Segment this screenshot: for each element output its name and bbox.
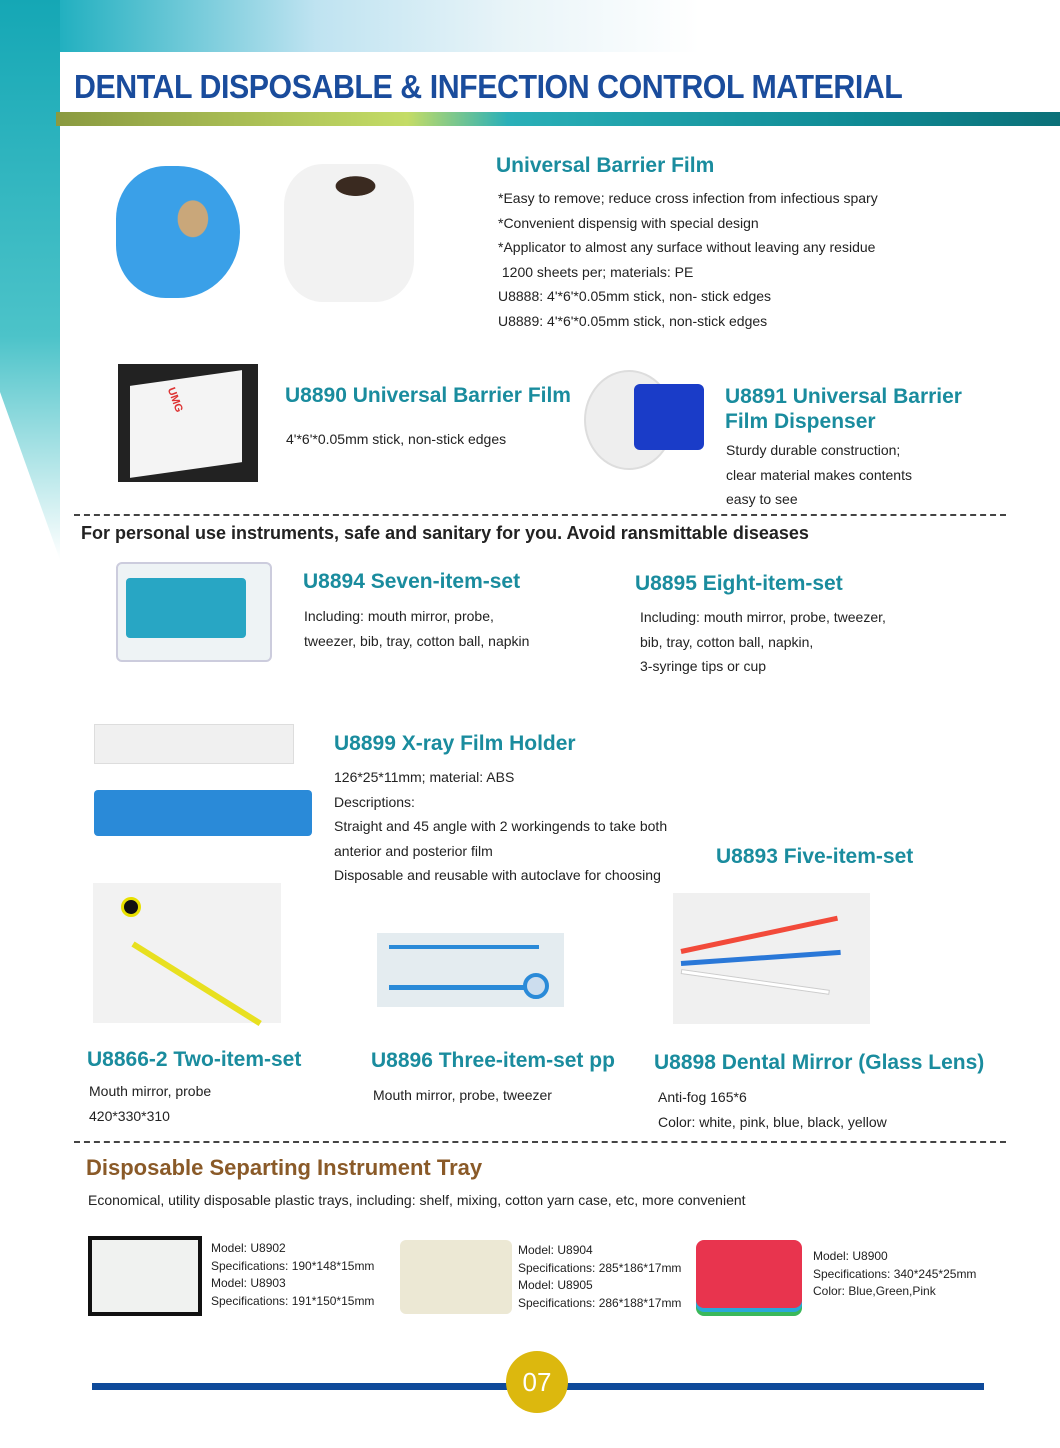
colored-trays-image xyxy=(696,1240,802,1308)
desc-line: 126*25*11mm; material: ABS xyxy=(334,769,515,785)
desc-line: *Easy to remove; reduce cross infection from infectious spary xyxy=(498,190,878,206)
product-title: U8898 Dental Mirror (Glass Lens) xyxy=(654,1051,985,1074)
three-item-set-image xyxy=(377,933,564,1007)
barrier-film-box-image xyxy=(118,364,258,482)
desc-line: Including: mouth mirror, probe, tweezer, xyxy=(640,609,886,625)
desc-line: Straight and 45 angle with 2 workingends to take both xyxy=(334,818,668,834)
desc-line: anterior and posterior film xyxy=(334,842,493,859)
desc-line: tweezer, bib, tray, cotton ball, napkin xyxy=(304,632,530,649)
desc-line: *Convenient dispensig with special design xyxy=(498,214,759,231)
desc-line: Anti-fog 165*6 xyxy=(658,1089,747,1105)
page-number: 07 xyxy=(506,1351,568,1413)
desc-line: Disposable and reusable with autoclave for choosing xyxy=(334,867,661,883)
tray-spec-line: Model: U8902 xyxy=(211,1241,286,1255)
desc-line: Including: mouth mirror, probe, xyxy=(304,608,494,624)
tray-spec-line: Model: U8903 xyxy=(211,1276,286,1290)
two-item-set-image xyxy=(93,883,281,1023)
product-description xyxy=(498,186,878,333)
product-title: U8890 Universal Barrier Film xyxy=(285,384,571,407)
tray-spec-line: Color: Blue,Green,Pink xyxy=(813,1284,936,1298)
tray-spec-line: Specifications: 286*188*17mm xyxy=(518,1295,682,1310)
section-description: Economical, utility disposable plastic trays, including: shelf, mixing, cotton yarn case, etc, more convenient xyxy=(88,1192,746,1208)
product-title: U8895 Eight-item-set xyxy=(635,572,843,595)
desc-line: Mouth mirror, probe, tweezer xyxy=(373,1087,552,1103)
title-line: U8891 Universal Barrier xyxy=(725,385,962,408)
product-title xyxy=(725,384,962,434)
desc-line: Mouth mirror, probe xyxy=(89,1083,212,1099)
product-title: U8894 Seven-item-set xyxy=(303,570,521,593)
desc-line: Descriptions: xyxy=(334,793,415,810)
product-title: U8866-2 Two-item-set xyxy=(87,1048,302,1071)
tray-spec-line: Specifications: 340*245*25mm xyxy=(813,1266,977,1281)
product-title: U8896 Three-item-set pp xyxy=(371,1049,615,1072)
clear-film-roll-image xyxy=(284,164,414,302)
title-line: Film Dispenser xyxy=(725,410,876,433)
tray-spec-line: Specifications: 285*186*17mm xyxy=(518,1260,682,1275)
box-logo: UMG xyxy=(164,385,185,415)
page-title: DENTAL DISPOSABLE & INFECTION CONTROL MATERIAL xyxy=(74,68,903,105)
product-title: Universal Barrier Film xyxy=(496,154,715,177)
tray-spec-line: Specifications: 191*150*15mm xyxy=(211,1293,375,1308)
decorative-band-top xyxy=(60,0,700,52)
decorative-band-left xyxy=(0,0,60,560)
desc-line: 4'*6'*0.05mm stick, non-stick edges xyxy=(286,431,507,447)
tray-spec-line: Model: U8904 xyxy=(518,1243,593,1257)
title-underline-band xyxy=(56,112,1060,126)
desc-line: U8888: 4'*6'*0.05mm stick, non- stick edges xyxy=(498,288,772,304)
section-banner: For personal use instruments, safe and sanitary for you. Avoid ransmittable diseases xyxy=(81,523,809,543)
film-dispenser-image xyxy=(574,360,712,490)
five-item-set-image xyxy=(673,893,870,1024)
desc-line: Color: white, pink, blue, black, yellow xyxy=(658,1113,887,1130)
divider xyxy=(74,1141,1006,1143)
xray-film-holder-image xyxy=(94,720,314,844)
seven-item-set-image xyxy=(116,562,272,662)
desc-line: 420*330*310 xyxy=(89,1107,170,1124)
white-tray-image xyxy=(88,1236,202,1316)
product-title: U8893 Five-item-set xyxy=(716,845,914,868)
tray-spec-line: Model: U8905 xyxy=(518,1278,593,1292)
desc-line: bib, tray, cotton ball, napkin, xyxy=(640,633,814,650)
desc-line: 1200 sheets per; materials: PE xyxy=(498,263,694,280)
product-title: U8899 X-ray Film Holder xyxy=(334,732,576,755)
section-title: Disposable Separting Instrument Tray xyxy=(86,1155,483,1180)
desc-line: Sturdy durable construction; xyxy=(726,442,901,458)
desc-line: U8889: 4'*6'*0.05mm stick, non-stick edges xyxy=(498,312,768,329)
desc-line: easy to see xyxy=(726,491,798,507)
desc-line: clear material makes contents xyxy=(726,466,912,483)
tray-spec-line: Specifications: 190*148*15mm xyxy=(211,1258,375,1273)
desc-line: 3-syringe tips or cup xyxy=(640,658,767,674)
cream-tray-image xyxy=(400,1240,512,1314)
desc-line: *Applicator to almost any surface without leaving any residue xyxy=(498,239,876,255)
tray-spec-line: Model: U8900 xyxy=(813,1249,888,1263)
blue-film-roll-image xyxy=(116,166,240,298)
divider xyxy=(74,514,1006,516)
